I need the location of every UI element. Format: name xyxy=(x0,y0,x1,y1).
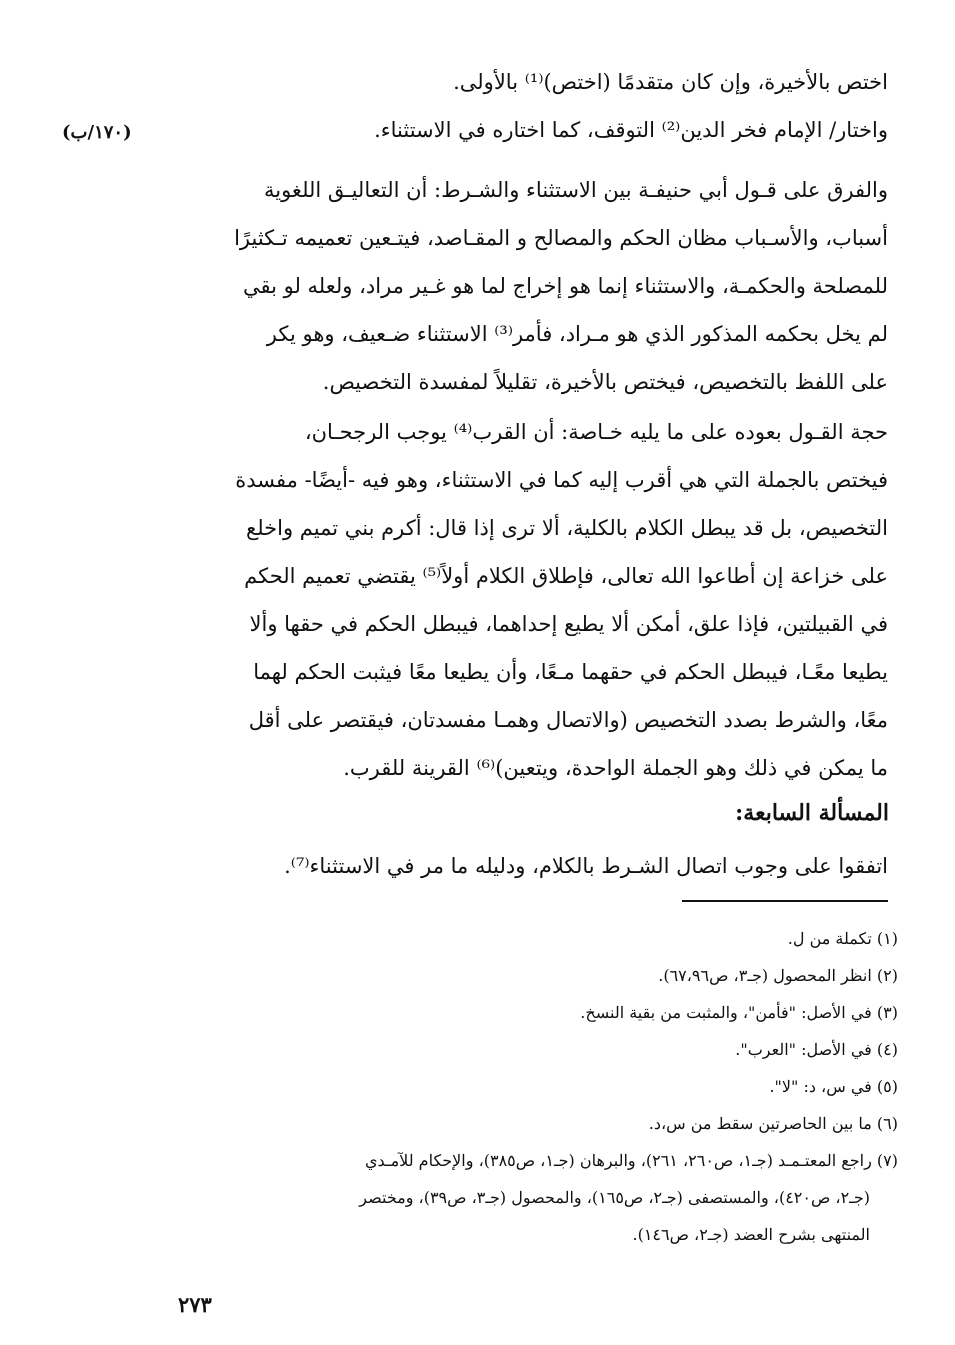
text-line: اتفقوا على وجوب اتصال الشـرط بالكلام، ودليله ما مر في الاستثناء⁽⁷⁾. xyxy=(284,854,888,878)
footnote: (٧) راجع المعتـمـد (جـ١، ص٢٦٠، ٢٦١)، والبرهان (جـ١، ص٣٨٥)، والإحكام للآمـدي xyxy=(364,1151,898,1170)
text-line: معًا، والشرط بصدد التخصيص (والاتصال وهمـا مفسدتان، فيقتصر على أقل xyxy=(248,708,888,732)
footnote: (١) تكملة من ل. xyxy=(787,929,898,948)
footnote: (٦) ما بين الحاصرتين سقط من س،د. xyxy=(648,1114,898,1133)
text-line: أسباب، والأسـباب مظان الحكم والمصالح و المقـاصد، فيتـعين تعميمه تـكثيرًا xyxy=(234,226,888,250)
footnote: (٤) في الأصل: "العرب". xyxy=(735,1040,898,1059)
footnote-continuation: (جـ٢، ص٤٢٠)، والمستصفى (جـ٢، ص١٦٥)، والمحصول (جـ٣، ص٣٩)، ومختصر xyxy=(359,1188,870,1207)
footnote: (٢) انظر المحصول (جـ٣، ص٦٧،٩٦). xyxy=(658,966,898,985)
margin-folio-note: (١٧٠/ب) xyxy=(62,122,132,143)
text-line: في القبيلتين، فإذا علق، أمكن ألا يطيع إحداهما، فيبطل الحكم في حقها وألا xyxy=(249,612,888,636)
paragraph-2 xyxy=(160,166,888,406)
footnote: (٣) في الأصل: "فأمن"، والمثبت من بقية النسخ. xyxy=(580,1003,898,1022)
text-line: لم يخل بحكمه المذكور الذي هو مـراد، فأمر⁽³⁾ الاستثناء ضـعيف، وهو يكر xyxy=(266,322,888,346)
text-line: يطيعا معًـا، فيبطل الحكم في حقهما مـعًا، وأن يطيعا معًا فيثبت الحكم لهما xyxy=(253,660,888,684)
paragraph-3 xyxy=(160,408,888,792)
text-line: اختص بالأخيرة، وإن كان متقدمًا (اختص)⁽¹⁾ بالأولى. xyxy=(453,70,888,94)
paragraph-4 xyxy=(160,842,888,890)
text-line: على اللفظ بالتخصيص، فيختص بالأخيرة، تقليلاً لمفسدة التخصيص. xyxy=(322,370,888,394)
text-line: ما يمكن في ذلك وهو الجملة الواحدة، ويتعين)⁽⁶⁾ القرينة للقرب. xyxy=(343,756,888,780)
section-heading: المسألة السابعة: xyxy=(735,800,889,826)
text-line: فيختص بالجملة التي هي أقرب إليه كما في الاستثناء، وهو فيه -أيضًا- مفسدة xyxy=(235,468,888,492)
footnotes xyxy=(170,920,898,1253)
text-line: واختار/ الإمام فخر الدين⁽²⁾ التوقف، كما اختاره في الاستثناء. xyxy=(374,118,888,142)
paragraph-1 xyxy=(160,58,888,154)
text-line: على خزاعة إن أطاعوا الله تعالى، فإطلاق الكلام أولاً⁽⁵⁾ يقتضي تعميم الحكم xyxy=(244,564,888,588)
text-line: حجة القـول بعوده على ما يليه خـاصة: أن القرب⁽⁴⁾ يوجب الرجحـان، xyxy=(304,420,888,444)
footnote-separator xyxy=(682,900,888,902)
text-line: والفرق على قـول أبي حنيفـة بين الاستثناء والشـرط: أن التعاليـق اللغوية xyxy=(263,178,888,202)
text-line: للمصلحة والحكمـة، والاستثناء إنما هو إخراج لما هو غـير مراد، ولعله لو بقي xyxy=(242,274,888,298)
page-number: ٢٧٣ xyxy=(178,1292,212,1317)
footnote: (٥) في س، د: "لا". xyxy=(769,1077,898,1096)
footnote-continuation: المنتهى بشرح العضد (جـ٢، ص١٤٦). xyxy=(632,1225,870,1244)
text-line: التخصيص، بل قد يبطل الكلام بالكلية، ألا ترى إذا قال: أكرم بني تميم واخلع xyxy=(246,516,888,540)
